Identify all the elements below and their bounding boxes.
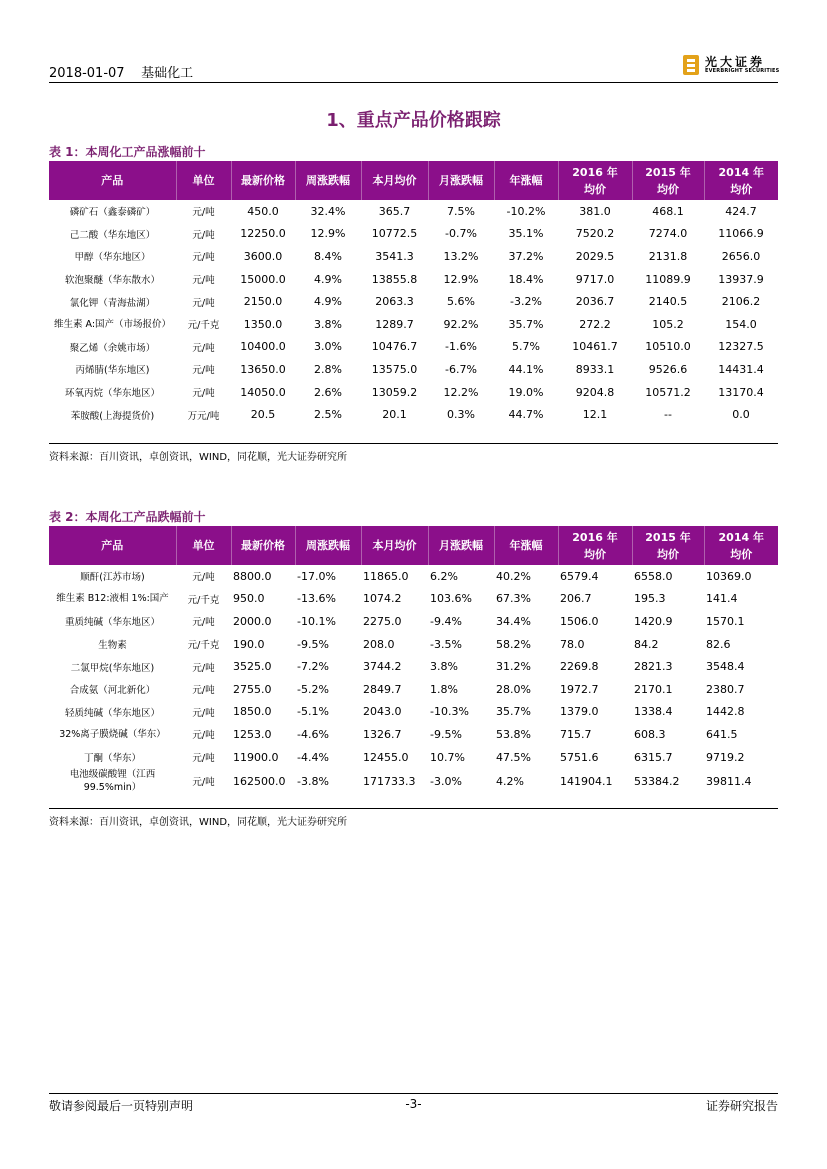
table2-col-header: 单位: [176, 526, 231, 565]
table2-cell-month_avg: 171733.3: [363, 774, 416, 788]
table2-cell-month_chg: -3.5%: [430, 637, 462, 651]
table1-body: [49, 200, 778, 426]
table2-cell-month_chg: -9.5%: [430, 727, 462, 741]
logo-text-cn: 光大证券: [705, 55, 766, 69]
table2-cell-y2015: 195.3: [634, 592, 666, 606]
table2-cell-product: 维生素 B12:液相 1%:国产: [56, 593, 169, 605]
table1-cell-month_avg: 13059.2: [371, 385, 418, 399]
table2-cell-latest: 190.0: [233, 637, 265, 651]
table2-cell-y2014: 2380.7: [706, 682, 745, 696]
table2-cell-y2016: 78.0: [560, 637, 585, 651]
table1-col-header: 周涨跌幅: [295, 161, 361, 200]
report-sector: 基础化工: [141, 66, 194, 81]
table2-cell-y2016: 1972.7: [560, 682, 599, 696]
table2-header-row: [49, 526, 778, 565]
table1-cell-year: 18.4%: [508, 272, 544, 286]
table1-cell-unit: 元/吨: [192, 297, 215, 309]
table2-cell-y2014: 3548.4: [706, 660, 745, 674]
table1-cell-product: 甲醇（华东地区）: [74, 252, 151, 264]
table1-cell-month_avg: 13855.8: [371, 272, 418, 286]
table1-cell-unit: 元/吨: [192, 207, 215, 219]
table1-cell-unit: 元/吨: [192, 229, 215, 241]
table1-cell-y2016: 8933.1: [575, 362, 615, 376]
table1-cell-y2014: 13937.9: [718, 272, 764, 286]
table1-cell-y2016: 7520.2: [575, 227, 615, 241]
table2-cell-year: 34.4%: [496, 614, 531, 628]
table2-cell-month_chg: -10.3%: [430, 705, 469, 719]
page-number: -3-: [405, 1097, 422, 1111]
table2-cell-unit: 元/吨: [192, 617, 215, 629]
table1-cell-year: 5.7%: [512, 340, 540, 354]
table1-cell-latest: 10400.0: [240, 340, 286, 354]
table1-cell-y2015: --: [664, 408, 672, 422]
table1-cell-year: 35.1%: [508, 227, 544, 241]
table2-cell-latest: 1253.0: [233, 727, 272, 741]
table2-cell-week: -5.1%: [297, 705, 329, 719]
table2-cell-year: 58.2%: [496, 637, 531, 651]
table1-cell-y2015: 10510.0: [645, 340, 691, 354]
table2-cell-year: 4.2%: [496, 774, 524, 788]
table1-col-header: 产品: [49, 161, 176, 200]
table1-cell-y2014: 14431.4: [718, 362, 764, 376]
table2-row: [49, 746, 778, 769]
table1-cell-y2015: 105.2: [652, 317, 684, 331]
table2-cell-week: -9.5%: [297, 637, 329, 651]
table1-row: [49, 290, 778, 313]
table1-row: [49, 223, 778, 246]
table2-cell-month_avg: 1074.2: [363, 592, 402, 606]
section-title: 1、重点产品价格跟踪: [326, 110, 501, 131]
footer-report-type: 证券研究报告: [705, 1099, 778, 1113]
table2-cell-latest: 950.0: [233, 592, 265, 606]
table1-cell-product: 软泡聚醚（华东散水）: [64, 275, 160, 287]
table2-row: [49, 610, 778, 633]
table1-cell-y2015: 2140.5: [648, 295, 688, 309]
table2-bottom-rule: [49, 808, 778, 809]
table2-cell-month_avg: 208.0: [363, 637, 395, 651]
table1: [49, 161, 778, 426]
table1-cell-y2016: 2036.7: [575, 295, 615, 309]
table1-col-header: 2016 年 均价: [558, 161, 632, 200]
table1-cell-month_chg: 0.3%: [447, 408, 475, 422]
table1-cell-y2016: 10461.7: [572, 340, 618, 354]
table1-cell-latest: 13650.0: [240, 362, 286, 376]
table2-cell-month_chg: -9.4%: [430, 614, 462, 628]
table1-cell-month_chg: 12.2%: [443, 385, 479, 399]
table1-cell-y2014: 154.0: [725, 317, 757, 331]
table1-cell-month_chg: 92.2%: [443, 317, 479, 331]
table2-cell-product: 合成氨（河北新化）: [69, 685, 156, 697]
table2-cell-y2016: 141904.1: [560, 774, 613, 788]
table2-cell-year: 31.2%: [496, 660, 531, 674]
table2-cell-y2016: 5751.6: [560, 750, 599, 764]
table1-cell-product: 维生素 A:国产（市场报价）: [53, 318, 172, 330]
table2-cell-y2014: 1570.1: [706, 614, 745, 628]
table1-cell-week: 2.8%: [314, 362, 342, 376]
table1-cell-latest: 12250.0: [240, 227, 286, 241]
table2-cell-y2014: 9719.2: [706, 750, 745, 764]
table2-cell-y2015: 1420.9: [634, 614, 673, 628]
table1-bottom-rule: [49, 443, 778, 444]
table2-col-header: 2016 年 均价: [558, 526, 632, 565]
table1-cell-month_chg: 13.2%: [443, 249, 479, 263]
table1-cell-year: 35.7%: [508, 317, 544, 331]
table1-cell-week: 4.9%: [314, 295, 342, 309]
table2-cell-month_chg: 103.6%: [430, 592, 472, 606]
table2-cell-y2015: 84.2: [634, 637, 659, 651]
table1-cell-month_chg: 12.9%: [443, 272, 479, 286]
table2-cell-month_chg: 1.8%: [430, 682, 458, 696]
table1-cell-y2016: 2029.5: [575, 249, 615, 263]
table1-cell-y2014: 0.0: [732, 408, 750, 422]
table2-cell-latest: 3525.0: [233, 660, 272, 674]
table2-row: [49, 655, 778, 678]
table2-cell-y2016: 206.7: [560, 592, 592, 606]
report-date: 2018-01-07: [49, 66, 125, 81]
table1-cell-y2014: 12327.5: [718, 340, 764, 354]
table2-cell-week: -7.2%: [297, 660, 329, 674]
table1-cell-y2015: 7274.0: [648, 227, 688, 241]
table1-cell-week: 2.6%: [314, 385, 342, 399]
table1-cell-week: 2.5%: [314, 408, 342, 422]
table2-cell-latest: 2755.0: [233, 682, 272, 696]
table2-cell-unit: 元/千克: [187, 594, 220, 606]
table2-cell-month_avg: 2043.0: [363, 705, 402, 719]
table1-cell-month_avg: 1289.7: [375, 317, 414, 331]
table1-cell-month_avg: 20.1: [382, 408, 407, 422]
logo-text-en: EVERBRIGHT SECURITIES: [705, 68, 780, 74]
table1-cell-month_avg: 10476.7: [371, 340, 418, 354]
table1-cell-y2014: 11066.9: [718, 227, 764, 241]
table2-cell-year: 28.0%: [496, 682, 531, 696]
table2-row: [49, 588, 778, 611]
table2-cell-week: -13.6%: [297, 592, 336, 606]
table1-cell-product: 丙烯腈(华东地区): [75, 365, 150, 377]
table1-cell-latest: 20.5: [250, 408, 276, 422]
table1-cell-y2016: 272.2: [579, 317, 611, 331]
table2-cell-product: 二氯甲烷(华东地区): [70, 662, 155, 674]
table1-cell-month_avg: 365.7: [378, 204, 411, 218]
table2-cell-unit: 元/吨: [192, 662, 215, 674]
table1-cell-year: 44.7%: [508, 408, 544, 422]
table2-cell-unit: 元/吨: [192, 685, 215, 697]
table2-cell-month_chg: 10.7%: [430, 750, 465, 764]
table2-cell-month_avg: 11865.0: [363, 569, 409, 583]
table2-cell-y2014: 10369.0: [706, 569, 752, 583]
table1-cell-unit: 元/吨: [192, 388, 215, 400]
table2-cell-month_chg: 3.8%: [430, 660, 458, 674]
table1-cell-latest: 450.0: [247, 204, 279, 218]
company-logo: [683, 53, 778, 77]
table1-col-header: 2015 年 均价: [632, 161, 704, 200]
table1-cell-y2014: 424.7: [725, 204, 757, 218]
table2-cell-month_chg: 6.2%: [430, 569, 458, 583]
header-divider: [49, 82, 778, 83]
table1-col-header: 年涨幅: [494, 161, 558, 200]
table1-cell-year: 44.1%: [508, 362, 544, 376]
table1-cell-latest: 1350.0: [243, 317, 283, 331]
table2-cell-week: -4.4%: [297, 750, 329, 764]
table2-cell-y2016: 2269.8: [560, 660, 599, 674]
table1-cell-product: 苯胺酸(上海提货价): [70, 410, 155, 422]
table2: [49, 526, 778, 794]
table2-cell-year: 47.5%: [496, 750, 531, 764]
table2-cell-month_avg: 2849.7: [363, 682, 402, 696]
table1-cell-y2015: 2131.8: [648, 249, 688, 263]
table1-row: [49, 403, 778, 426]
table2-cell-y2015: 2170.1: [634, 682, 673, 696]
table1-cell-unit: 元/吨: [192, 342, 215, 354]
table1-cell-y2016: 9204.8: [575, 385, 615, 399]
table2-title: 表 2：本周化工产品跌幅前十: [49, 510, 206, 524]
table2-cell-latest: 8800.0: [233, 569, 272, 583]
table2-cell-unit: 元/千克: [187, 640, 220, 652]
table2-cell-unit: 元/吨: [192, 730, 215, 742]
table1-cell-unit: 元/吨: [192, 365, 215, 377]
table2-cell-product: 生物素: [98, 640, 127, 652]
table2-cell-y2014: 82.6: [706, 637, 731, 651]
table2-cell-y2014: 39811.4: [706, 774, 752, 788]
table1-cell-week: 32.4%: [310, 204, 346, 218]
table2-cell-week: -5.2%: [297, 682, 329, 696]
table2-col-header: 2015 年 均价: [632, 526, 704, 565]
table2-col-header: 最新价格: [231, 526, 295, 565]
table1-row: [49, 245, 778, 268]
table1-row: [49, 336, 778, 359]
table1-col-header: 本月均价: [361, 161, 428, 200]
table2-cell-unit: 元/吨: [192, 572, 215, 584]
table2-cell-unit: 元/吨: [192, 707, 215, 719]
table2-cell-y2015: 6315.7: [634, 750, 673, 764]
table1-cell-y2015: 11089.9: [645, 272, 691, 286]
table2-cell-year: 53.8%: [496, 727, 531, 741]
table1-title: 表 1：本周化工产品涨幅前十: [49, 145, 206, 159]
table2-cell-latest: 11900.0: [233, 750, 279, 764]
table1-cell-product: 环氧丙烷（华东地区）: [64, 388, 160, 400]
table2-row: [49, 678, 778, 701]
table1-cell-week: 4.9%: [314, 272, 342, 286]
table1-cell-month_avg: 10772.5: [371, 227, 418, 241]
table2-cell-y2014: 141.4: [706, 592, 738, 606]
table2-row: [49, 633, 778, 656]
table1-cell-month_avg: 13575.0: [371, 362, 418, 376]
table2-cell-month_chg: -3.0%: [430, 774, 462, 788]
footer-divider: [49, 1093, 778, 1094]
table2-source: 资料来源：百川资讯，卓创资讯，WIND，同花顺，光大证券研究所: [49, 817, 348, 828]
table1-cell-y2014: 2656.0: [721, 249, 761, 263]
table1-col-header: 单位: [176, 161, 231, 200]
table2-cell-month_avg: 3744.2: [363, 660, 402, 674]
table1-cell-week: 8.4%: [314, 249, 342, 263]
table2-cell-unit: 元/吨: [192, 777, 215, 789]
table1-row: [49, 381, 778, 404]
table2-cell-latest: 2000.0: [233, 614, 272, 628]
table2-row: [49, 768, 778, 794]
table1-row: [49, 200, 778, 223]
table1-cell-y2014: 13170.4: [718, 385, 764, 399]
table2-cell-year: 67.3%: [496, 592, 531, 606]
table1-cell-unit: 元/吨: [192, 252, 215, 264]
table1-cell-month_avg: 2063.3: [375, 295, 414, 309]
footer-disclaimer: 敬请参阅最后一页特别声明: [49, 1099, 194, 1113]
table2-cell-y2016: 6579.4: [560, 569, 599, 583]
table2-cell-year: 35.7%: [496, 705, 531, 719]
table1-cell-latest: 2150.0: [243, 295, 283, 309]
table2-cell-y2015: 6558.0: [634, 569, 673, 583]
table2-cell-latest: 1850.0: [233, 705, 272, 719]
table1-cell-latest: 15000.0: [240, 272, 286, 286]
table1-cell-year: 19.0%: [508, 385, 544, 399]
table1-col-header: 2014 年 均价: [704, 161, 778, 200]
table1-cell-y2016: 381.0: [579, 204, 611, 218]
logo-mark-icon: [683, 55, 699, 75]
table1-cell-product: 磷矿石（鑫泰磷矿）: [69, 207, 156, 219]
table2-col-header: 年涨幅: [494, 526, 558, 565]
table1-cell-y2016: 12.1: [582, 408, 608, 422]
table1-cell-y2014: 2106.2: [721, 295, 761, 309]
table1-cell-week: 12.9%: [310, 227, 346, 241]
table2-cell-week: -4.6%: [297, 727, 329, 741]
table2-cell-week: -17.0%: [297, 569, 336, 583]
table2-cell-y2016: 715.7: [560, 727, 592, 741]
table2-cell-latest: 162500.0: [233, 774, 286, 788]
table2-cell-month_avg: 1326.7: [363, 727, 402, 741]
table1-cell-unit: 元/千克: [187, 320, 220, 332]
table1-cell-y2015: 468.1: [652, 204, 684, 218]
table1-cell-y2016: 9717.0: [575, 272, 615, 286]
table2-cell-unit: 元/吨: [192, 753, 215, 765]
table1-cell-month_chg: -6.7%: [445, 362, 477, 376]
table1-cell-year: -10.2%: [506, 204, 546, 218]
table1-row: [49, 358, 778, 381]
table2-cell-product: 顺酐(江苏市场): [80, 572, 145, 584]
table1-row: [49, 313, 778, 336]
table2-cell-year: 40.2%: [496, 569, 531, 583]
table1-cell-unit: 元/吨: [192, 275, 215, 287]
table1-cell-week: 3.0%: [314, 340, 342, 354]
table2-cell-y2015: 608.3: [634, 727, 666, 741]
table2-col-header: 本月均价: [361, 526, 428, 565]
table2-cell-product: 32%离子膜烧碱（华东）: [59, 728, 166, 740]
table1-row: [49, 268, 778, 291]
table2-cell-y2015: 2821.3: [634, 660, 673, 674]
table2-row: [49, 723, 778, 746]
table2-col-header: 产品: [49, 526, 176, 565]
table2-cell-month_avg: 2275.0: [363, 614, 402, 628]
table1-cell-y2015: 10571.2: [645, 385, 691, 399]
table1-cell-month_avg: 3541.3: [375, 249, 414, 263]
table2-cell-week: -10.1%: [297, 614, 336, 628]
table1-cell-year: -3.2%: [510, 295, 542, 309]
table2-cell-y2014: 641.5: [706, 727, 738, 741]
table2-cell-product: 重质纯碱（华东地区）: [64, 617, 160, 629]
table2-body: [49, 565, 778, 794]
table1-col-header: 最新价格: [231, 161, 295, 200]
table1-cell-unit: 万元/吨: [187, 410, 220, 422]
table2-cell-y2014: 1442.8: [706, 705, 745, 719]
table2-col-header: 周涨跌幅: [295, 526, 361, 565]
table2-col-header: 2014 年 均价: [704, 526, 778, 565]
table2-cell-product: 电池级碳酸锂（江西 99.5%min）: [69, 769, 156, 794]
table1-cell-month_chg: -1.6%: [445, 340, 477, 354]
table1-cell-year: 37.2%: [508, 249, 544, 263]
table1-cell-month_chg: 7.5%: [447, 204, 475, 218]
table1-cell-product: 聚乙烯（余姚市场）: [69, 342, 156, 354]
table1-header-row: [49, 161, 778, 200]
table1-cell-latest: 3600.0: [243, 249, 283, 263]
table2-cell-y2015: 53384.2: [634, 774, 680, 788]
table2-cell-y2015: 1338.4: [634, 705, 673, 719]
table2-row: [49, 701, 778, 724]
table1-cell-y2015: 9526.6: [648, 362, 688, 376]
table1-col-header: 月涨跌幅: [428, 161, 494, 200]
table2-cell-y2016: 1506.0: [560, 614, 599, 628]
table2-cell-product: 丁酮（华东）: [83, 753, 141, 765]
table2-cell-month_avg: 12455.0: [363, 750, 409, 764]
table1-cell-month_chg: -0.7%: [445, 227, 477, 241]
table2-row: [49, 565, 778, 588]
table2-col-header: 月涨跌幅: [428, 526, 494, 565]
table2-cell-week: -3.8%: [297, 774, 329, 788]
table1-cell-latest: 14050.0: [240, 385, 286, 399]
table1-cell-month_chg: 5.6%: [447, 295, 475, 309]
report-header: [49, 62, 193, 81]
table1-cell-week: 3.8%: [314, 317, 342, 331]
table2-cell-y2016: 1379.0: [560, 705, 599, 719]
table1-cell-product: 己二酸（华东地区）: [69, 229, 156, 241]
table1-cell-product: 氯化钾（青海盐湖）: [69, 297, 156, 309]
table2-cell-product: 轻质纯碱（华东地区）: [64, 707, 160, 719]
table1-source: 资料来源：百川资讯，卓创资讯，WIND，同花顺，光大证券研究所: [49, 452, 348, 463]
